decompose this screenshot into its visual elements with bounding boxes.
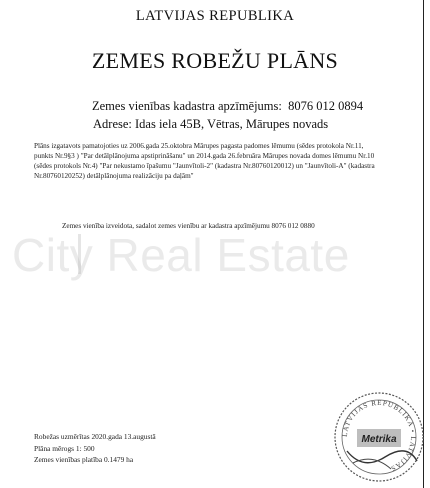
cadastre-label: Zemes vienības kadastra apzīmējums: [92, 99, 282, 113]
document-title: ZEMES ROBEŽU PLĀNS [91, 48, 339, 73]
watermark-text: City Real Estate [12, 229, 350, 281]
land-area: Zemes vienības platība 0.1479 ha [34, 455, 134, 464]
subdivision-note: Zemes vienība izveidota, sadalot zemes vienību ar kadastra apzīmējumu 8076 012 0880 [62, 222, 315, 230]
official-stamp [333, 391, 425, 483]
plan-scale: Plāna mērogs 1: 500 [34, 443, 95, 453]
svg-text:Metrika: Metrika [361, 434, 397, 445]
survey-date: Robežas uzmērītas 2020.gada 13.augustā [34, 432, 156, 441]
svg-text:LATVIJAS REPUBLIKA • LATVIJAS: LATVIJAS REPUBLIKA • LATVIJAS [340, 398, 418, 473]
cadastre-line [92, 99, 363, 114]
cadastre-value: 8076 012 0894 [288, 99, 364, 113]
basis-paragraph: Plāns izgatavots pamatojoties uz 2006.gada 25.oktobra Mārupes pagasta padomes lēmumu (sēdes protokola Nr.11, punkts Nr.9§3 ) "Par detālplānojuma apstiprināšanu" un 2014.gada 26.februāra Mārupes novada domes lēmumu Nr.10 (sēdes protokols Nr.4) "Par nekustamo īpašumu "Jaunvītoli-2" (kadastra Nr.80760120012) un "Jaunvītoli-A" (kadastra Nr.80760120252) detālplānojuma realizāciju pa daļām" [34, 142, 375, 180]
address-value: Idas iela 45B, Vētras, Mārupes novads [135, 117, 329, 131]
address-line [93, 117, 328, 132]
country-heading: LATVIJAS REPUBLIKA [135, 8, 295, 24]
footer-block [34, 431, 156, 466]
address-label: Adrese: [93, 117, 132, 131]
